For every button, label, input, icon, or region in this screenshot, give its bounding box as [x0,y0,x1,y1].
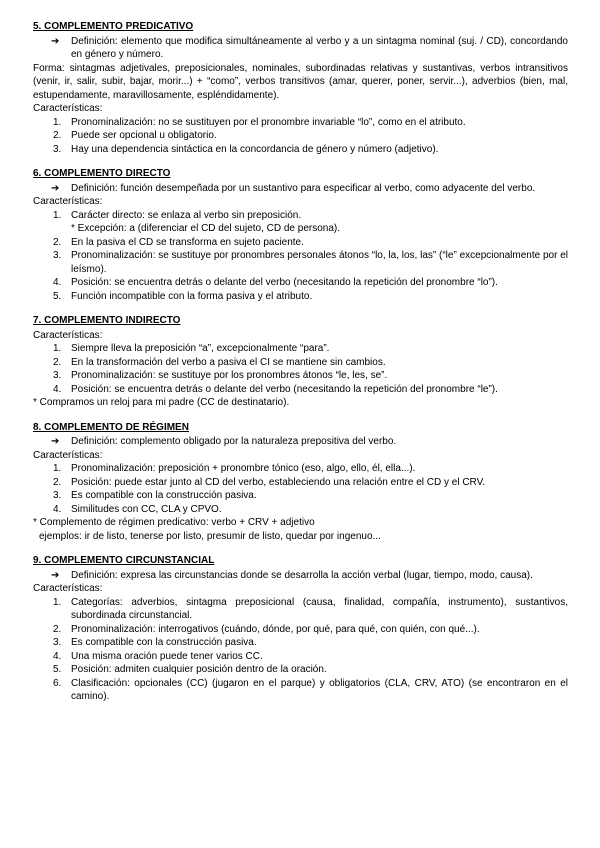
item-text: Clasificación: opcionales (CC) (jugaron en el parque) y obligatorios (CLA, CRV, ATO) (se encontraron en el camino). [71,677,568,702]
item-text: Una misma oración puede tener varios CC. [71,650,263,662]
item-number: 4. [53,503,62,515]
item-number: 1. [53,463,62,474]
list-item [33,236,568,250]
characteristics-label: Características: [33,329,103,341]
section-title: 9. COMPLEMENTO CIRCUNSTANCIAL [33,555,215,566]
document-page [33,20,568,715]
item-number: 4. [53,650,62,662]
list-item [33,476,568,490]
list-item [33,462,568,476]
section-title: 5. COMPLEMENTO PREDICATIVO [33,21,194,32]
list-item [33,276,568,290]
list-item [33,596,568,623]
item-text: Posición: se encuentra detrás o delante del verbo (necesitando la repetición del pronombre “le”). [71,383,498,395]
list-item [33,342,568,356]
list-item [33,503,568,517]
list-item [33,636,568,650]
item-number: 3. [53,370,62,381]
item-text: Posición: admiten cualquier posición dentro de la oración. [71,664,327,675]
item-text: Posición: se encuentra detrás o delante del verbo (necesitando la repetición del pronombre “lo”). [71,277,498,288]
item-number: 5. [53,664,62,675]
arrow-right-icon: ➔ [51,436,60,447]
item-number: 6. [53,677,62,689]
definition-text: Definición: complemento obligado por la naturaleza prepositiva del verbo. [71,436,397,447]
item-number: 2. [53,130,62,141]
list-item [33,143,568,157]
section-title: 6. COMPLEMENTO DIRECTO [33,168,171,179]
item-subnote-text: * Excepción: a (diferenciar el CD del sujeto, CD de persona). [71,223,341,234]
item-number: 4. [53,277,62,288]
item-text: Pronominalización: se sustituye por pronombres personales átonos “lo, la, los, las” (“le” excepcionalmente por el leísmo). [71,250,568,275]
list-item [33,209,568,223]
section [33,314,568,410]
list-item-subnote [33,222,568,236]
list-item [33,383,568,397]
definition [33,435,568,449]
item-text: Pronominalización: preposición + pronombre tónico (eso, algo, ello, él, ella...). [71,463,416,474]
item-text: Posición: puede estar junto al CD del verbo, estableciendo una relación entre el CD y el CRV. [71,476,486,488]
section-title: 7. COMPLEMENTO INDIRECTO [33,315,181,326]
note: * Compramos un reloj para mi padre (CC de destinatario). [33,397,290,408]
item-number: 3. [53,143,62,155]
characteristics-list [33,209,568,304]
definition [33,35,568,62]
note-example: ejemplos: ir de listo, tenerse por listo, presumir de listo, quedar por ingenuo... [39,530,381,542]
item-number: 2. [53,356,62,368]
list-item [33,116,568,130]
definition-text: Definición: expresa las circunstancias donde se desarrolla la acción verbal (lugar, tiempo, modo, causa). [71,569,533,581]
definition-text: Definición: función desempeñada por un sustantivo para especificar al verbo, como adyacente del verbo. [71,182,536,194]
item-text: Hay una dependencia sintáctica en la concordancia de género y número (adjetivo). [71,143,439,155]
arrow-right-icon: ➔ [51,35,60,47]
item-number: 5. [53,290,62,302]
characteristics-label: Características: [33,449,103,461]
list-item [33,290,568,304]
definition-text: Definición: elemento que modifica simultáneamente al verbo y a un sintagma nominal (suj. / CD), concordando en género y número. [71,35,568,60]
item-text: En la pasiva el CD se transforma en sujeto paciente. [71,236,304,248]
characteristics-label: Características: [33,196,103,207]
item-text: Categorías: adverbios, sintagma preposicional (causa, finalidad, compañía, instrumento), sustantivos, subordinada circunstancial. [71,596,568,621]
definition [33,182,568,196]
item-number: 2. [53,623,62,635]
item-number: 3. [53,490,62,501]
item-text: Es compatible con la construcción pasiva. [71,490,257,501]
item-text: Función incompatible con la forma pasiva y el atributo. [71,290,313,302]
item-number: 2. [53,236,62,248]
characteristics-label: Características: [33,583,103,594]
list-item [33,663,568,677]
section [33,167,568,303]
item-text: En la transformación del verbo a pasiva el CI se mantiene sin cambios. [71,356,386,368]
item-text: Pronominalización: no se sustituyen por el pronombre invariable “lo”, como en el atributo. [71,116,466,128]
section [33,421,568,544]
item-number: 1. [53,343,62,354]
list-item [33,623,568,637]
item-text: Siempre lleva la preposición “a”, excepcionalmente “para”. [71,343,330,354]
characteristics-list [33,596,568,704]
characteristics-list [33,462,568,516]
characteristics-list [33,116,568,157]
item-text: Carácter directo: se enlaza al verbo sin preposición. [71,209,302,221]
list-item [33,249,568,276]
item-number: 1. [53,209,62,221]
list-item [33,369,568,383]
item-number: 4. [53,383,62,395]
item-text: Pronominalización: interrogativos (cuándo, dónde, por qué, para qué, con quién, con qué...). [71,623,480,635]
characteristics-label: Características: [33,103,103,114]
definition [33,569,568,583]
section-title: 8. COMPLEMENTO DE RÉGIMEN [33,421,189,433]
item-number: 2. [53,476,62,488]
item-text: Es compatible con la construcción pasiva. [71,637,257,648]
forma-text: Forma: sintagmas adjetivales, preposicionales, nominales, subordinadas relativas y sustantivas, verbos intransitivos (venir, ir, salir, subir, bajar, morir...) + “como”, verbos transitivos (amar, querer, poner, servir...), adverbios (bien, mal, estupendamente, maravillosamente, espléndidamente). [33,62,568,101]
note: * Complemento de régimen predicativo: verbo + CRV + adjetivo [33,517,315,528]
section [33,20,568,156]
list-item [33,650,568,664]
item-text: Puede ser opcional u obligatorio. [71,130,217,141]
section [33,554,568,704]
item-number: 1. [53,116,62,128]
list-item [33,489,568,503]
item-number: 1. [53,596,62,608]
arrow-right-icon: ➔ [51,182,60,194]
list-item [33,129,568,143]
list-item [33,677,568,704]
characteristics-list [33,342,568,396]
list-item [33,356,568,370]
item-number: 3. [53,637,62,648]
item-text: Similitudes con CC, CLA y CPVO. [71,503,222,515]
item-number: 3. [53,250,62,261]
arrow-right-icon: ➔ [51,569,60,581]
item-text: Pronominalización: se sustituye por los pronombres átonos “le, les, se”. [71,370,388,381]
